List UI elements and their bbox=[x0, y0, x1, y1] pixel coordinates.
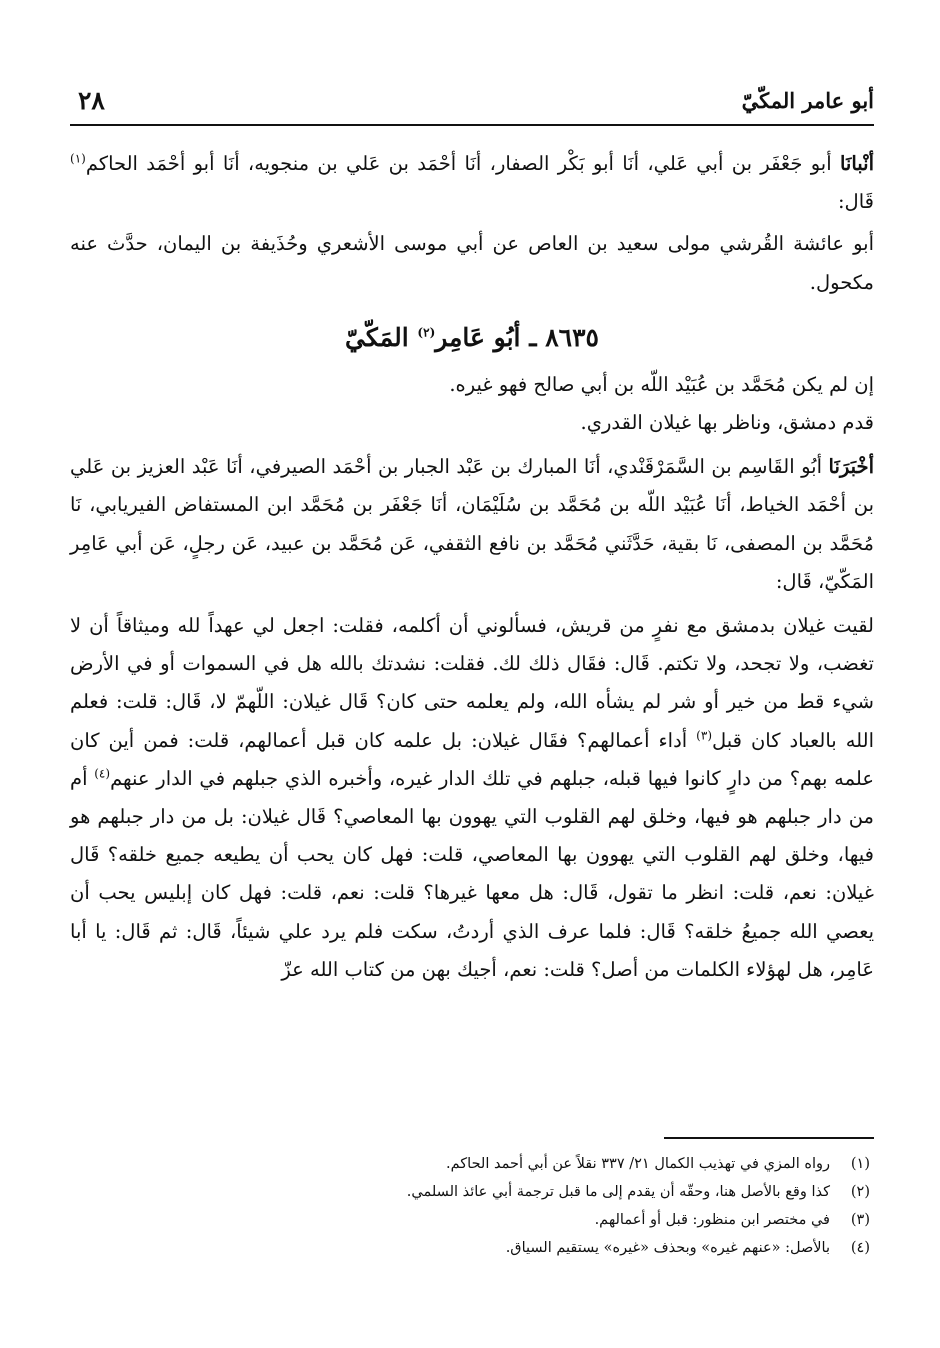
paragraph-text-tail: قَال: bbox=[837, 190, 874, 214]
narrative-part-b: أداء أعمالهم؟ فقَال غيلان: بل علمه كان قبل أعمالهم، قلت: فمن أين كان علمه بهم؟ من دارٍ كانوا فيها قبله، جبلهم في تلك الدار غيره، وأخبره الذي جبلهم في الدار عنهم bbox=[70, 728, 874, 790]
footnote-rule bbox=[664, 1137, 874, 1139]
footnote bbox=[70, 1178, 870, 1206]
footnote-number: (٣) bbox=[850, 1212, 870, 1228]
header-rule bbox=[70, 124, 874, 126]
footnote-text: رواه المزي في تهذيب الكمال ٢١/ ٣٣٧ نقلاً عن أبي أحمد الحاكم. bbox=[445, 1156, 830, 1172]
footnote bbox=[70, 1206, 870, 1234]
paragraph-lead-word: أنْبانَا bbox=[839, 152, 874, 175]
paragraph-identity: إن لم يكن مُحَمَّد بن عُبَيْد اللّه بن أبي صالح فهو غيره. bbox=[449, 372, 874, 396]
page-number: ٢٨ bbox=[78, 86, 105, 115]
footnote-ref: (٣) bbox=[696, 728, 712, 743]
footnote-text: بالأصل: «عنهم غيره» وبحذف «غيره» يستقيم السياق. bbox=[505, 1240, 830, 1256]
paragraph-text: أبو جَعْفَر بن أبي عَلي، أنَا أبو بَكْر الصفار، أنَا أحْمَد بن عَلي بن منجويه، أنَا أبو أحْمَد الحاكم bbox=[85, 152, 840, 175]
main-text bbox=[70, 145, 874, 989]
footnote-number: (٢) bbox=[850, 1184, 870, 1200]
paragraph-bio: أبو عائشة القُرشي مولى سعيد بن العاص عن أبي موسى الأشعري وحُذَيفة بن اليمان، حدَّث عنه مكحول. bbox=[70, 232, 874, 294]
footnote-ref: (١) bbox=[70, 151, 86, 166]
paragraph-isnad-1 bbox=[70, 145, 874, 221]
entry-heading bbox=[70, 314, 874, 362]
footnote-text: كذا وقع بالأصل هنا، وحقّه أن يقدم إلى ما قبل ترجمة أبي عائذ السلمي. bbox=[406, 1184, 830, 1200]
entry-heading-tail: المَكّيّ bbox=[345, 322, 418, 352]
narrative-part-a: لقيت غيلان بدمشق مع نفرٍ من قريش، فسألوني أن أكلمه، فقلت: اجعل لي عهداً لله وميثاقاً أن لا تغضب، ولا تجحد، ولا تكتم. قَال: فقَال ذلك لك. فقلت: نشدتك بالله هل في السموات أو في الأرض شيء قط من خير أو شر لم يشأه الله، ولم يعلمه حتى كان؟ قَال غيلان: اللّهمّ لا، قَال: قلت: فعلم الله بالعباد كان قبل bbox=[70, 614, 874, 752]
footnote-ref: (٤) bbox=[94, 766, 111, 781]
narrative-part-c: أم من دار جبلهم هو فيها، وخلق لهم القلوب التي يهوون بها المعاصي؟ قَال غيلان: بل من دار جبلهم هو فيها، وخلق لهم القلوب التي يهوون بها المعاصي، قلت: فهل كان يحب أن يطيعه جميع خلقه؟ قَال غيلان: نعم، قلت: انظر ما تقول، قَال: هل معها غيرها؟ قلت: نعم، قلت: فهل كان إبليس يحب أن يعصي الله جميعُ خلقه؟ قَال: فلما عرف الذي أردتُ، سكت فلم يرد علي شيئاً، قَال: ثم قَال: يا أبا عَامِر، هل لهؤلاء الكلمات من أصل؟ قلت: نعم، أجيك بهن من كتاب الله عزّ bbox=[70, 766, 874, 981]
footnote bbox=[70, 1234, 870, 1262]
footnote-text: في مختصر ابن منظور: قبل أو أعمالهم. bbox=[594, 1212, 830, 1228]
footnotes bbox=[70, 1150, 870, 1262]
running-title: أبو عامر المكّيّ bbox=[741, 88, 874, 113]
paragraph-lead-word: أخْبَرَنَا bbox=[828, 455, 874, 479]
footnote bbox=[70, 1150, 870, 1178]
paragraph-text: أبُو القَاسِم بن السَّمَرْقَنْدي، أنَا المبارك بن عَبْد الجبار بن أحْمَد الصيرفي، أنَا عَبْد العزيز بن عَلي بن أحْمَد الخياط، أنَا عُبَيْد اللّه بن مُحَمَّد بن سُلَيْمَان، أنَا جَعْفَر بن مُحَمَّد ابن المستفاض الفيريابي، نَا مُحَمَّد بن المصفى، نَا بقية، حَدَّثَني مُحَمَّد بن نافع الثقفي، عَن مُحَمَّد بن عبيد، عَن رجلٍ، عَن أبي عَامِر المَكّيّ، قَال: bbox=[70, 455, 874, 593]
entry-heading-text: ٨٦٣٥ ـ أبُو عَامِر bbox=[435, 322, 599, 352]
footnote-ref: (٢) bbox=[417, 325, 436, 340]
paragraph-narrative bbox=[70, 607, 874, 989]
footnote-number: (٤) bbox=[850, 1240, 870, 1256]
paragraph-visit: قدم دمشق، وناظر بها غيلان القدري. bbox=[580, 411, 874, 435]
footnote-number: (١) bbox=[850, 1156, 870, 1172]
page-header bbox=[70, 78, 874, 124]
paragraph-isnad-2 bbox=[70, 448, 874, 601]
